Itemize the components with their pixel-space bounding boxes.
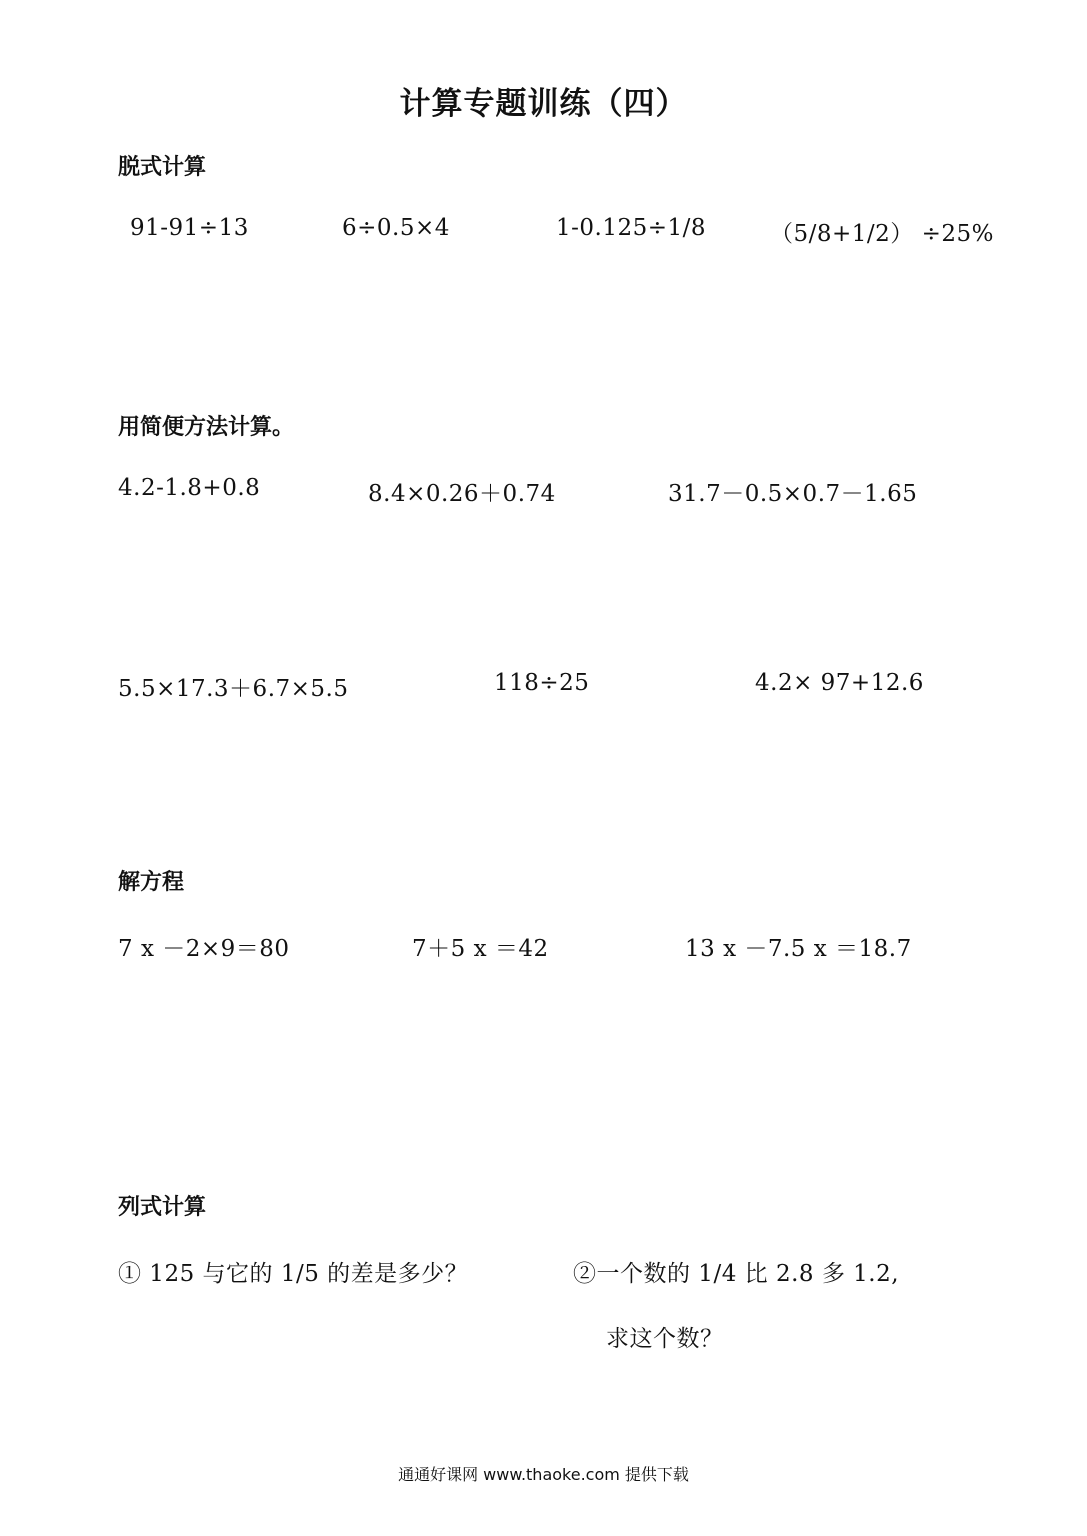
page-title: 计算专题训练（四） [399, 86, 688, 122]
problem-2-1: 4.2-1.8+0.8 [118, 475, 261, 501]
equation-1: 7 x －2×9＝80 [118, 936, 290, 962]
problem-2-6: 4.2× 97+12.6 [755, 670, 924, 696]
section-heading-word-problems: 列式计算 [118, 1195, 207, 1220]
problem-2-3: 31.7－0.5×0.7－1.65 [668, 481, 918, 507]
section-heading-step-calculation: 脱式计算 [118, 155, 207, 180]
word-problem-2-line-2: 求这个数？ [606, 1326, 724, 1352]
problem-1-2: 6÷0.5×4 [342, 215, 450, 241]
problem-1-3: 1-0.125÷1/8 [556, 215, 707, 241]
word-problem-1: ① 125 与它的 1/5 的差是多少？ [118, 1261, 469, 1287]
section-heading-solve-equations: 解方程 [118, 870, 185, 895]
section-heading-simplified-calculation: 用简便方法计算。 [118, 415, 295, 440]
equation-2: 7＋5 x ＝42 [412, 936, 549, 962]
word-problem-2-line-1: ②一个数的 1/4 比 2.8 多 1.2, [573, 1261, 900, 1287]
equation-3: 13 x －7.5 x ＝18.7 [685, 936, 912, 962]
problem-2-2: 8.4×0.26＋0.74 [368, 481, 556, 507]
page-footer: 通通好课网 www.thaoke.com 提供下载 [398, 1465, 689, 1484]
problem-1-4: （5/8+1/2） ÷25% [770, 221, 995, 247]
problem-2-4: 5.5×17.3＋6.7×5.5 [118, 676, 349, 702]
problem-2-5: 118÷25 [494, 670, 590, 696]
problem-1-1: 91-91÷13 [130, 215, 249, 241]
